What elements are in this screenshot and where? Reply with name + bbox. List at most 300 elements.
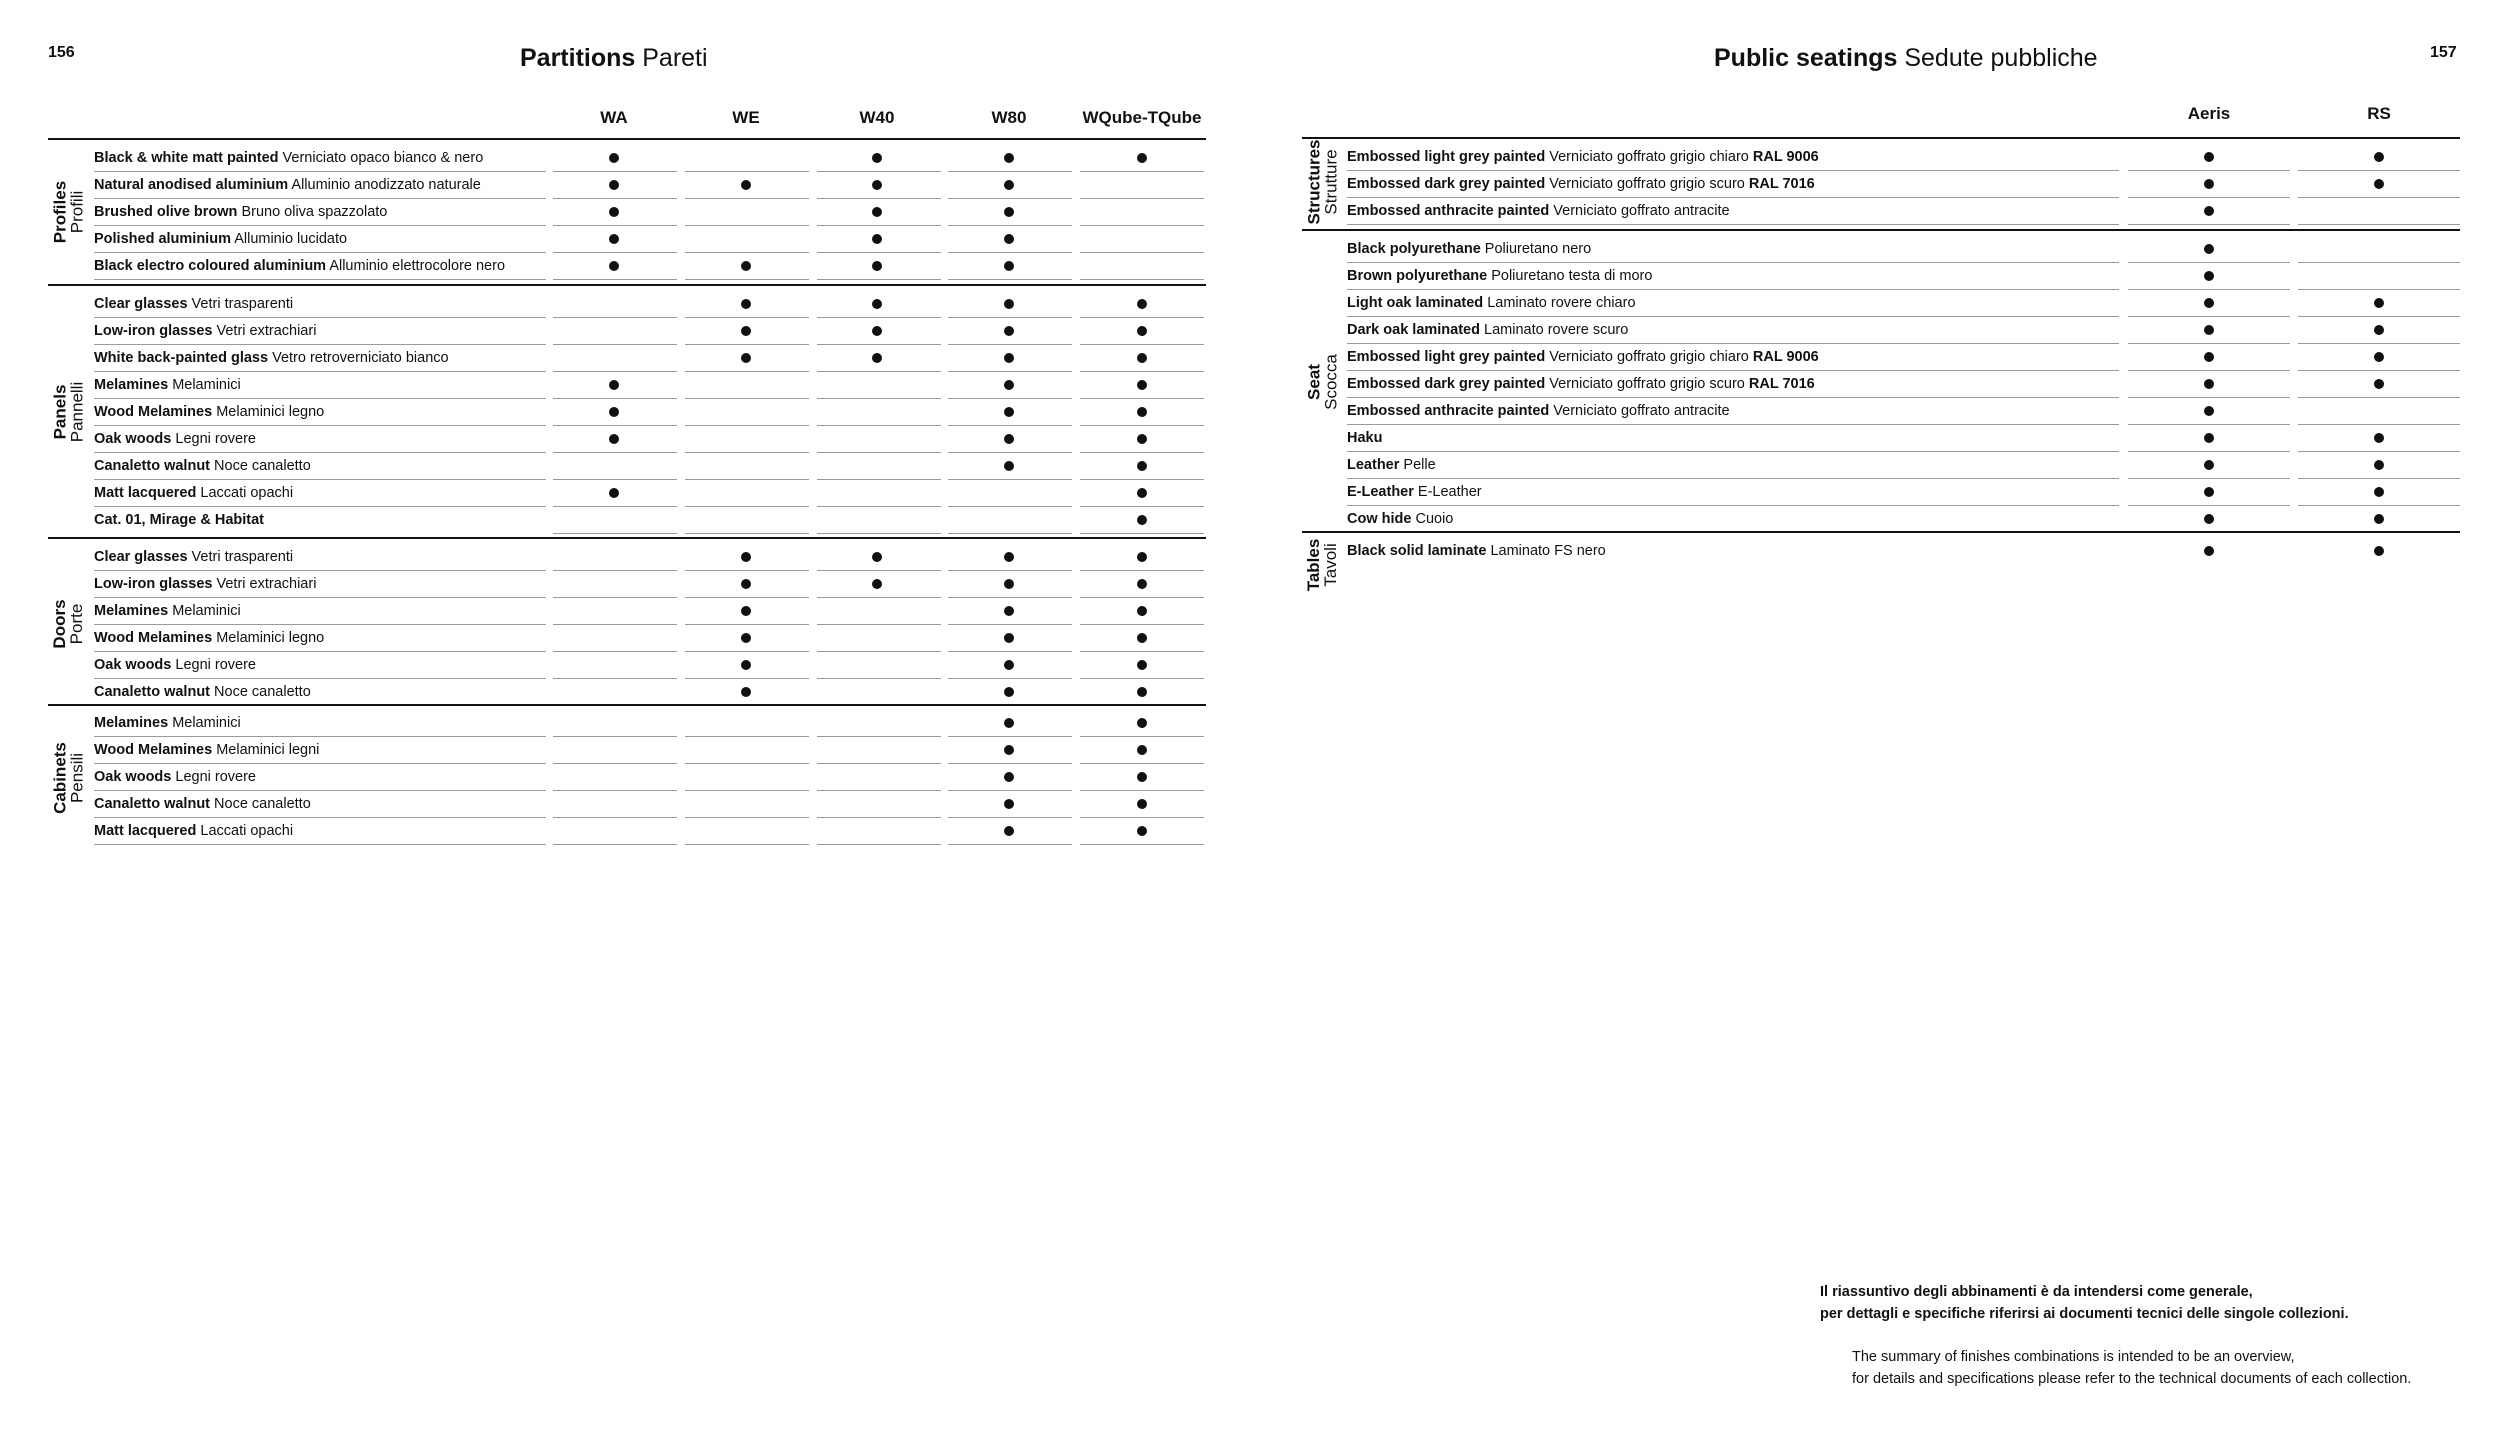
cell-divider bbox=[2298, 370, 2460, 371]
cell-divider bbox=[2128, 397, 2290, 398]
availability-dot-we bbox=[741, 552, 751, 562]
cell-divider bbox=[817, 198, 941, 199]
row-label-it: Laminato FS nero bbox=[1490, 543, 1606, 559]
row-label bbox=[94, 768, 256, 786]
cell-divider bbox=[553, 533, 677, 534]
cell-divider bbox=[1080, 678, 1204, 679]
availability-dot-wqube-tqube bbox=[1137, 326, 1147, 336]
disclaimer-english-line: for details and specifications please refer to the technical documents of each collection. bbox=[1852, 1371, 2412, 1387]
cell-divider bbox=[817, 344, 941, 345]
cell-divider bbox=[948, 570, 1072, 571]
row-label bbox=[94, 430, 256, 448]
cell-divider bbox=[948, 317, 1072, 318]
cell-divider bbox=[2128, 370, 2290, 371]
cell-divider bbox=[553, 371, 677, 372]
row-label-en: Matt lacquered bbox=[94, 823, 197, 839]
row-label-it: E-Leather bbox=[1417, 484, 1482, 500]
row-label-en: Leather bbox=[1347, 457, 1400, 473]
row-divider bbox=[94, 225, 546, 226]
cell-divider bbox=[553, 790, 677, 791]
disclaimer-italian bbox=[1820, 1281, 2349, 1325]
cell-divider bbox=[553, 225, 677, 226]
row-label-ral: RAL 9006 bbox=[1752, 149, 1819, 165]
availability-dot-w80 bbox=[1004, 261, 1014, 271]
section-label-tables bbox=[1302, 535, 1342, 595]
row-label-en: Low-iron glasses bbox=[94, 323, 213, 339]
section-rule-cabinets bbox=[48, 704, 1206, 706]
row-label bbox=[94, 149, 483, 167]
cell-divider bbox=[2128, 170, 2290, 171]
availability-dot-aeris bbox=[2204, 546, 2214, 556]
row-label bbox=[94, 176, 481, 194]
section-label-doors bbox=[48, 543, 88, 705]
availability-dot-aeris bbox=[2204, 352, 2214, 362]
page-number-right: 157 bbox=[2430, 44, 2457, 61]
cell-divider bbox=[1080, 344, 1204, 345]
row-divider bbox=[94, 844, 546, 845]
availability-dot-wqube-tqube bbox=[1137, 299, 1147, 309]
availability-dot-aeris bbox=[2204, 244, 2214, 254]
cell-divider bbox=[2298, 170, 2460, 171]
row-divider bbox=[94, 252, 546, 253]
row-label-en: Black electro coloured aluminium bbox=[94, 258, 327, 274]
cell-divider bbox=[1080, 198, 1204, 199]
section-rule-seat bbox=[1302, 229, 2460, 231]
section-label-en: Structures bbox=[1304, 138, 1323, 225]
cell-divider bbox=[685, 479, 809, 480]
availability-dot-aeris bbox=[2204, 379, 2214, 389]
row-label bbox=[1347, 321, 1628, 339]
cell-divider bbox=[685, 279, 809, 280]
cell-divider bbox=[685, 790, 809, 791]
cell-divider bbox=[1080, 252, 1204, 253]
availability-dot-w80 bbox=[1004, 434, 1014, 444]
availability-dot-rs bbox=[2374, 460, 2384, 470]
availability-dot-aeris bbox=[2204, 325, 2214, 335]
row-label bbox=[94, 683, 311, 701]
row-label bbox=[1347, 348, 1819, 366]
row-label bbox=[94, 376, 241, 394]
availability-dot-wqube-tqube bbox=[1137, 153, 1147, 163]
cell-divider bbox=[685, 506, 809, 507]
row-label bbox=[1347, 483, 1482, 501]
row-label-en: Natural anodised aluminium bbox=[94, 177, 289, 193]
row-label-it: Verniciato goffrato antracite bbox=[1553, 403, 1730, 419]
row-label-en: Melamines bbox=[94, 603, 169, 619]
availability-dot-rs bbox=[2374, 487, 2384, 497]
cell-divider bbox=[1080, 817, 1204, 818]
availability-dot-wqube-tqube bbox=[1137, 380, 1147, 390]
availability-dot-w40 bbox=[872, 261, 882, 271]
availability-dot-wqube-tqube bbox=[1137, 772, 1147, 782]
row-label-it: Poliuretano nero bbox=[1484, 241, 1592, 257]
row-label bbox=[1347, 267, 1652, 285]
disclaimer-italian-line: Il riassuntivo degli abbinamenti è da intendersi come generale, bbox=[1820, 1284, 2253, 1300]
row-divider bbox=[1347, 478, 2119, 479]
row-divider bbox=[94, 651, 546, 652]
row-label-en: Matt lacquered bbox=[94, 485, 197, 501]
cell-divider bbox=[553, 344, 677, 345]
availability-dot-wqube-tqube bbox=[1137, 687, 1147, 697]
row-divider bbox=[1347, 343, 2119, 344]
availability-dot-w40 bbox=[872, 579, 882, 589]
section-label-en: Doors bbox=[50, 599, 69, 649]
availability-dot-w80 bbox=[1004, 579, 1014, 589]
cell-divider bbox=[1080, 570, 1204, 571]
cell-divider bbox=[1080, 651, 1204, 652]
availability-dot-aeris bbox=[2204, 433, 2214, 443]
row-divider bbox=[94, 570, 546, 571]
availability-dot-wa bbox=[609, 261, 619, 271]
row-divider bbox=[94, 398, 546, 399]
section-label-it: Scocca bbox=[1321, 353, 1340, 410]
row-label bbox=[1347, 542, 1606, 560]
availability-dot-wa bbox=[609, 207, 619, 217]
cell-divider bbox=[2298, 262, 2460, 263]
row-divider bbox=[94, 452, 546, 453]
cell-divider bbox=[948, 398, 1072, 399]
row-label-it: Laccati opachi bbox=[200, 823, 294, 839]
cell-divider bbox=[685, 736, 809, 737]
availability-dot-w80 bbox=[1004, 380, 1014, 390]
row-label-it: Melaminici legno bbox=[216, 404, 325, 420]
row-label bbox=[94, 795, 311, 813]
availability-dot-wa bbox=[609, 488, 619, 498]
cell-divider bbox=[1080, 479, 1204, 480]
cell-divider bbox=[685, 425, 809, 426]
cell-divider bbox=[817, 533, 941, 534]
availability-dot-wa bbox=[609, 234, 619, 244]
row-label-en: Embossed anthracite painted bbox=[1347, 403, 1550, 419]
row-label-en: Brushed olive brown bbox=[94, 204, 238, 220]
availability-dot-we bbox=[741, 606, 751, 616]
row-label bbox=[94, 295, 293, 313]
cell-divider bbox=[948, 597, 1072, 598]
row-label-it: Melaminici bbox=[172, 377, 241, 393]
row-divider bbox=[94, 479, 546, 480]
row-divider bbox=[94, 506, 546, 507]
row-label bbox=[1347, 148, 1819, 166]
cell-divider bbox=[1080, 597, 1204, 598]
row-label-en: Black solid laminate bbox=[1347, 543, 1487, 559]
row-label bbox=[94, 349, 449, 367]
availability-dot-wqube-tqube bbox=[1137, 515, 1147, 525]
cell-divider bbox=[685, 371, 809, 372]
row-label-it: Bruno oliva spazzolato bbox=[241, 204, 388, 220]
row-divider bbox=[1347, 370, 2119, 371]
row-label-en: Embossed dark grey painted bbox=[1347, 376, 1546, 392]
cell-divider bbox=[1080, 225, 1204, 226]
row-label bbox=[94, 822, 293, 840]
cell-divider bbox=[685, 171, 809, 172]
row-label-it: Melaminici bbox=[172, 715, 241, 731]
availability-dot-aeris bbox=[2204, 514, 2214, 524]
section-label-it: Porte bbox=[67, 603, 86, 645]
row-label-it: Vetri trasparenti bbox=[191, 296, 294, 312]
row-label bbox=[94, 457, 311, 475]
availability-dot-wqube-tqube bbox=[1137, 660, 1147, 670]
cell-divider bbox=[817, 398, 941, 399]
row-label-it: Noce canaletto bbox=[214, 458, 311, 474]
cell-divider bbox=[553, 425, 677, 426]
section-rule-doors bbox=[48, 537, 1206, 539]
availability-dot-aeris bbox=[2204, 179, 2214, 189]
availability-dot-wqube-tqube bbox=[1137, 434, 1147, 444]
cell-divider bbox=[685, 533, 809, 534]
row-label bbox=[94, 714, 241, 732]
row-divider bbox=[94, 344, 546, 345]
row-label-it: Noce canaletto bbox=[214, 796, 311, 812]
availability-dot-w40 bbox=[872, 180, 882, 190]
cell-divider bbox=[948, 624, 1072, 625]
row-label-en: Canaletto walnut bbox=[94, 684, 211, 700]
availability-dot-wqube-tqube bbox=[1137, 461, 1147, 471]
row-label-en: Light oak laminated bbox=[1347, 295, 1484, 311]
availability-dot-w80 bbox=[1004, 633, 1014, 643]
availability-dot-w80 bbox=[1004, 606, 1014, 616]
row-label-en: Oak woods bbox=[94, 769, 172, 785]
row-divider bbox=[94, 817, 546, 818]
cell-divider bbox=[948, 252, 1072, 253]
row-label bbox=[1347, 240, 1591, 258]
availability-dot-wa bbox=[609, 180, 619, 190]
row-label-en: Oak woods bbox=[94, 431, 172, 447]
cell-divider bbox=[817, 624, 941, 625]
availability-dot-wqube-tqube bbox=[1137, 826, 1147, 836]
row-label-it: Vetro retroverniciato bianco bbox=[272, 350, 449, 366]
cell-divider bbox=[2298, 397, 2460, 398]
availability-dot-aeris bbox=[2204, 206, 2214, 216]
availability-dot-wa bbox=[609, 153, 619, 163]
cell-divider bbox=[948, 533, 1072, 534]
cell-divider bbox=[817, 371, 941, 372]
availability-dot-aeris bbox=[2204, 406, 2214, 416]
availability-dot-w80 bbox=[1004, 772, 1014, 782]
availability-dot-w40 bbox=[872, 153, 882, 163]
row-label bbox=[94, 511, 264, 529]
availability-dot-rs bbox=[2374, 298, 2384, 308]
row-divider bbox=[1347, 262, 2119, 263]
availability-dot-w80 bbox=[1004, 207, 1014, 217]
availability-dot-we bbox=[741, 633, 751, 643]
disclaimer-english bbox=[1852, 1346, 2411, 1390]
cell-divider bbox=[817, 736, 941, 737]
cell-divider bbox=[948, 736, 1072, 737]
cell-divider bbox=[685, 570, 809, 571]
availability-dot-we bbox=[741, 353, 751, 363]
row-label-en: Polished aluminium bbox=[94, 231, 231, 247]
cell-divider bbox=[1080, 371, 1204, 372]
cell-divider bbox=[685, 817, 809, 818]
row-label-it: Melaminici legni bbox=[216, 742, 320, 758]
row-label bbox=[94, 322, 316, 340]
availability-dot-we bbox=[741, 299, 751, 309]
cell-divider bbox=[1080, 790, 1204, 791]
row-label bbox=[1347, 375, 1815, 393]
row-label-ral: RAL 7016 bbox=[1748, 176, 1815, 192]
row-label-en: E-Leather bbox=[1347, 484, 1414, 500]
cell-divider bbox=[1080, 171, 1204, 172]
row-label-it: Verniciato goffrato antracite bbox=[1553, 203, 1730, 219]
availability-dot-w40 bbox=[872, 234, 882, 244]
cell-divider bbox=[553, 479, 677, 480]
section-label-en: Tables bbox=[1304, 538, 1323, 592]
row-label-en: Cat. 01, Mirage & Habitat bbox=[94, 512, 265, 528]
cell-divider bbox=[1080, 425, 1204, 426]
availability-dot-rs bbox=[2374, 433, 2384, 443]
section-label-it: Profili bbox=[67, 190, 86, 233]
cell-divider bbox=[948, 506, 1072, 507]
row-label-en: Wood Melamines bbox=[94, 404, 213, 420]
cell-divider bbox=[553, 252, 677, 253]
cell-divider bbox=[2298, 224, 2460, 225]
cell-divider bbox=[948, 651, 1072, 652]
column-header-aeris: Aeris bbox=[2187, 104, 2231, 123]
row-label bbox=[1347, 456, 1436, 474]
section-rule-tables bbox=[1302, 531, 2460, 533]
cell-divider bbox=[2128, 424, 2290, 425]
cell-divider bbox=[2298, 316, 2460, 317]
cell-divider bbox=[2128, 478, 2290, 479]
availability-dot-aeris bbox=[2204, 152, 2214, 162]
cell-divider bbox=[553, 817, 677, 818]
section-label-it: Pensili bbox=[67, 752, 86, 803]
availability-dot-wqube-tqube bbox=[1137, 552, 1147, 562]
row-label bbox=[1347, 175, 1815, 193]
availability-dot-w40 bbox=[872, 552, 882, 562]
cell-divider bbox=[685, 398, 809, 399]
cell-divider bbox=[1080, 736, 1204, 737]
availability-dot-w80 bbox=[1004, 745, 1014, 755]
row-label-en: Cow hide bbox=[1347, 511, 1412, 527]
section-label-it: Pannelli bbox=[67, 381, 86, 442]
cell-divider bbox=[1080, 398, 1204, 399]
availability-dot-rs bbox=[2374, 325, 2384, 335]
availability-dot-wqube-tqube bbox=[1137, 606, 1147, 616]
cell-divider bbox=[553, 678, 677, 679]
row-label bbox=[1347, 294, 1636, 312]
cell-divider bbox=[2298, 451, 2460, 452]
row-label-en: White back-painted glass bbox=[94, 350, 269, 366]
page-title-en: Partitions bbox=[520, 44, 636, 72]
row-divider bbox=[94, 198, 546, 199]
row-label-en: Oak woods bbox=[94, 657, 172, 673]
row-label-it: Pelle bbox=[1403, 457, 1436, 473]
row-label-it: Legni rovere bbox=[175, 769, 256, 785]
cell-divider bbox=[817, 651, 941, 652]
row-label-it: Verniciato goffrato grigio scuro bbox=[1549, 376, 1745, 392]
column-header-rs: RS bbox=[2367, 104, 2391, 123]
cell-divider bbox=[685, 198, 809, 199]
row-label-it: Noce canaletto bbox=[214, 684, 311, 700]
availability-dot-wqube-tqube bbox=[1137, 353, 1147, 363]
cell-divider bbox=[553, 597, 677, 598]
row-divider bbox=[1347, 424, 2119, 425]
cell-divider bbox=[553, 651, 677, 652]
cell-divider bbox=[948, 817, 1072, 818]
availability-dot-wqube-tqube bbox=[1137, 718, 1147, 728]
row-label-it: Laccati opachi bbox=[200, 485, 294, 501]
availability-dot-rs bbox=[2374, 546, 2384, 556]
availability-dot-aeris bbox=[2204, 271, 2214, 281]
cell-divider bbox=[948, 790, 1072, 791]
row-label bbox=[94, 656, 256, 674]
cell-divider bbox=[2128, 289, 2290, 290]
row-label-en: Canaletto walnut bbox=[94, 796, 211, 812]
row-label-it: Vetri extrachiari bbox=[216, 323, 317, 339]
cell-divider bbox=[553, 279, 677, 280]
section-rule-panels bbox=[48, 284, 1206, 286]
column-header-w40: W40 bbox=[859, 108, 895, 127]
row-label-ral: RAL 7016 bbox=[1748, 376, 1815, 392]
availability-dot-aeris bbox=[2204, 487, 2214, 497]
availability-dot-w80 bbox=[1004, 180, 1014, 190]
availability-dot-w40 bbox=[872, 299, 882, 309]
cell-divider bbox=[817, 425, 941, 426]
row-divider bbox=[94, 624, 546, 625]
availability-dot-wqube-tqube bbox=[1137, 488, 1147, 498]
row-divider bbox=[94, 317, 546, 318]
cell-divider bbox=[2298, 478, 2460, 479]
section-label-en: Seat bbox=[1304, 363, 1323, 400]
column-header-wa: WA bbox=[600, 108, 628, 127]
row-label bbox=[94, 484, 293, 502]
cell-divider bbox=[948, 279, 1072, 280]
cell-divider bbox=[1080, 844, 1204, 845]
row-label-en: Melamines bbox=[94, 715, 169, 731]
cell-divider bbox=[553, 171, 677, 172]
row-label-en: Melamines bbox=[94, 377, 169, 393]
row-divider bbox=[1347, 289, 2119, 290]
row-label-en: Haku bbox=[1347, 430, 1383, 446]
cell-divider bbox=[948, 678, 1072, 679]
row-label-it: Alluminio anodizzato naturale bbox=[291, 177, 481, 193]
cell-divider bbox=[817, 252, 941, 253]
cell-divider bbox=[685, 678, 809, 679]
row-divider bbox=[94, 763, 546, 764]
cell-divider bbox=[817, 844, 941, 845]
cell-divider bbox=[553, 624, 677, 625]
row-divider bbox=[94, 736, 546, 737]
row-label-it: Vetri trasparenti bbox=[191, 549, 294, 565]
row-label-en: Black polyurethane bbox=[1347, 241, 1481, 257]
cell-divider bbox=[685, 763, 809, 764]
cell-divider bbox=[948, 452, 1072, 453]
cell-divider bbox=[817, 452, 941, 453]
row-divider bbox=[1347, 224, 2119, 225]
cell-divider bbox=[817, 279, 941, 280]
availability-dot-we bbox=[741, 326, 751, 336]
cell-divider bbox=[2298, 197, 2460, 198]
cell-divider bbox=[685, 597, 809, 598]
availability-dot-w80 bbox=[1004, 299, 1014, 309]
cell-divider bbox=[553, 452, 677, 453]
row-divider bbox=[94, 678, 546, 679]
availability-dot-w80 bbox=[1004, 718, 1014, 728]
availability-dot-wa bbox=[609, 380, 619, 390]
row-label-ral: RAL 9006 bbox=[1752, 349, 1819, 365]
section-rule-structures bbox=[1302, 137, 2460, 139]
availability-dot-wqube-tqube bbox=[1137, 633, 1147, 643]
row-label bbox=[1347, 202, 1730, 220]
cell-divider bbox=[2128, 451, 2290, 452]
row-label bbox=[94, 575, 316, 593]
availability-dot-w80 bbox=[1004, 153, 1014, 163]
availability-dot-w80 bbox=[1004, 687, 1014, 697]
cell-divider bbox=[817, 479, 941, 480]
cell-divider bbox=[2128, 343, 2290, 344]
section-label-en: Panels bbox=[50, 384, 69, 439]
